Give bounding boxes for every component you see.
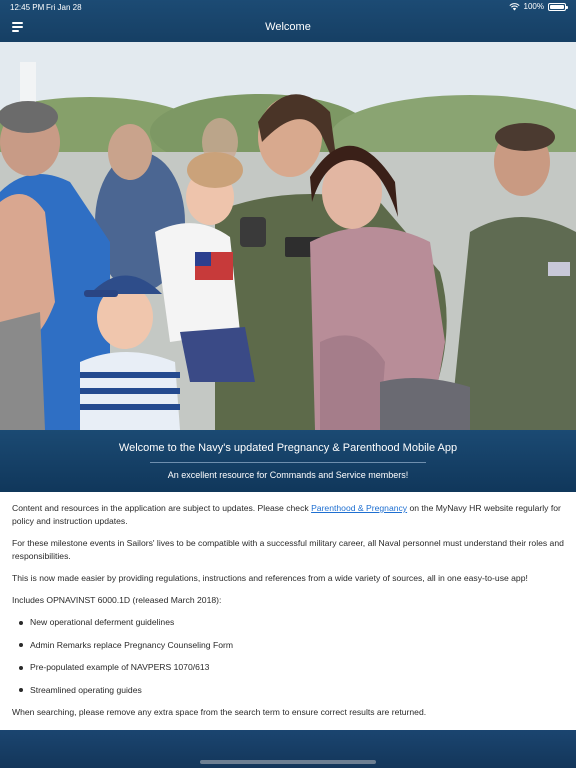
- page-title: Welcome: [265, 21, 311, 33]
- nav-header: [0, 14, 576, 42]
- paragraph-easy-to-use: This is now made easier by providing regulations, instructions and references from a wide variety of sources, all in one easy-to-use app!: [12, 573, 528, 583]
- welcome-banner: [0, 430, 576, 492]
- banner-subtitle: An excellent resource for Commands and Service members!: [167, 470, 409, 480]
- home-indicator[interactable]: [200, 760, 376, 764]
- hero-photo-illustration: [0, 42, 576, 430]
- hero-photo: [0, 42, 576, 430]
- paragraph-search-tip: When searching, please remove any extra space from the search term to ensure correct results are returned.: [12, 707, 427, 717]
- banner-title: Welcome to the Navy's updated Pregnancy & Parenthood Mobile App: [118, 442, 458, 454]
- status-time: 12:45 PM: [10, 3, 45, 12]
- banner-divider: [150, 462, 426, 463]
- bottom-bar: [0, 730, 576, 768]
- status-bar: [0, 0, 576, 14]
- feature-list: [18, 616, 564, 697]
- list-item: New operational deferment guidelines: [18, 616, 564, 629]
- paragraph-includes: Includes OPNAVINST 6000.1D (released March 2018):: [12, 595, 222, 605]
- battery-percent: 100%: [523, 2, 544, 11]
- status-right: [509, 2, 566, 11]
- status-date: Fri Jan 28: [46, 3, 82, 12]
- wifi-icon: [509, 3, 520, 11]
- paragraph-milestones: For these milestone events in Sailors' lives to be compatible with a successful military career, all Naval personnel must understand their roles and responsibilities.: [12, 538, 564, 561]
- welcome-content: [0, 492, 576, 730]
- list-item: Admin Remarks replace Pregnancy Counseling Form: [18, 639, 564, 652]
- list-item: Streamlined operating guides: [18, 684, 564, 697]
- paragraph-updates: Content and resources in the application are subject to updates. Please check Parenthood & Pregnancy on the MyNavy HR website regularly for policy and instruction updates.: [12, 503, 561, 526]
- top-bar: [0, 0, 576, 42]
- list-item: Pre-populated example of NAVPERS 1070/613: [18, 661, 564, 674]
- battery-icon: [548, 3, 566, 11]
- parenthood-pregnancy-link[interactable]: Parenthood & Pregnancy: [311, 503, 408, 513]
